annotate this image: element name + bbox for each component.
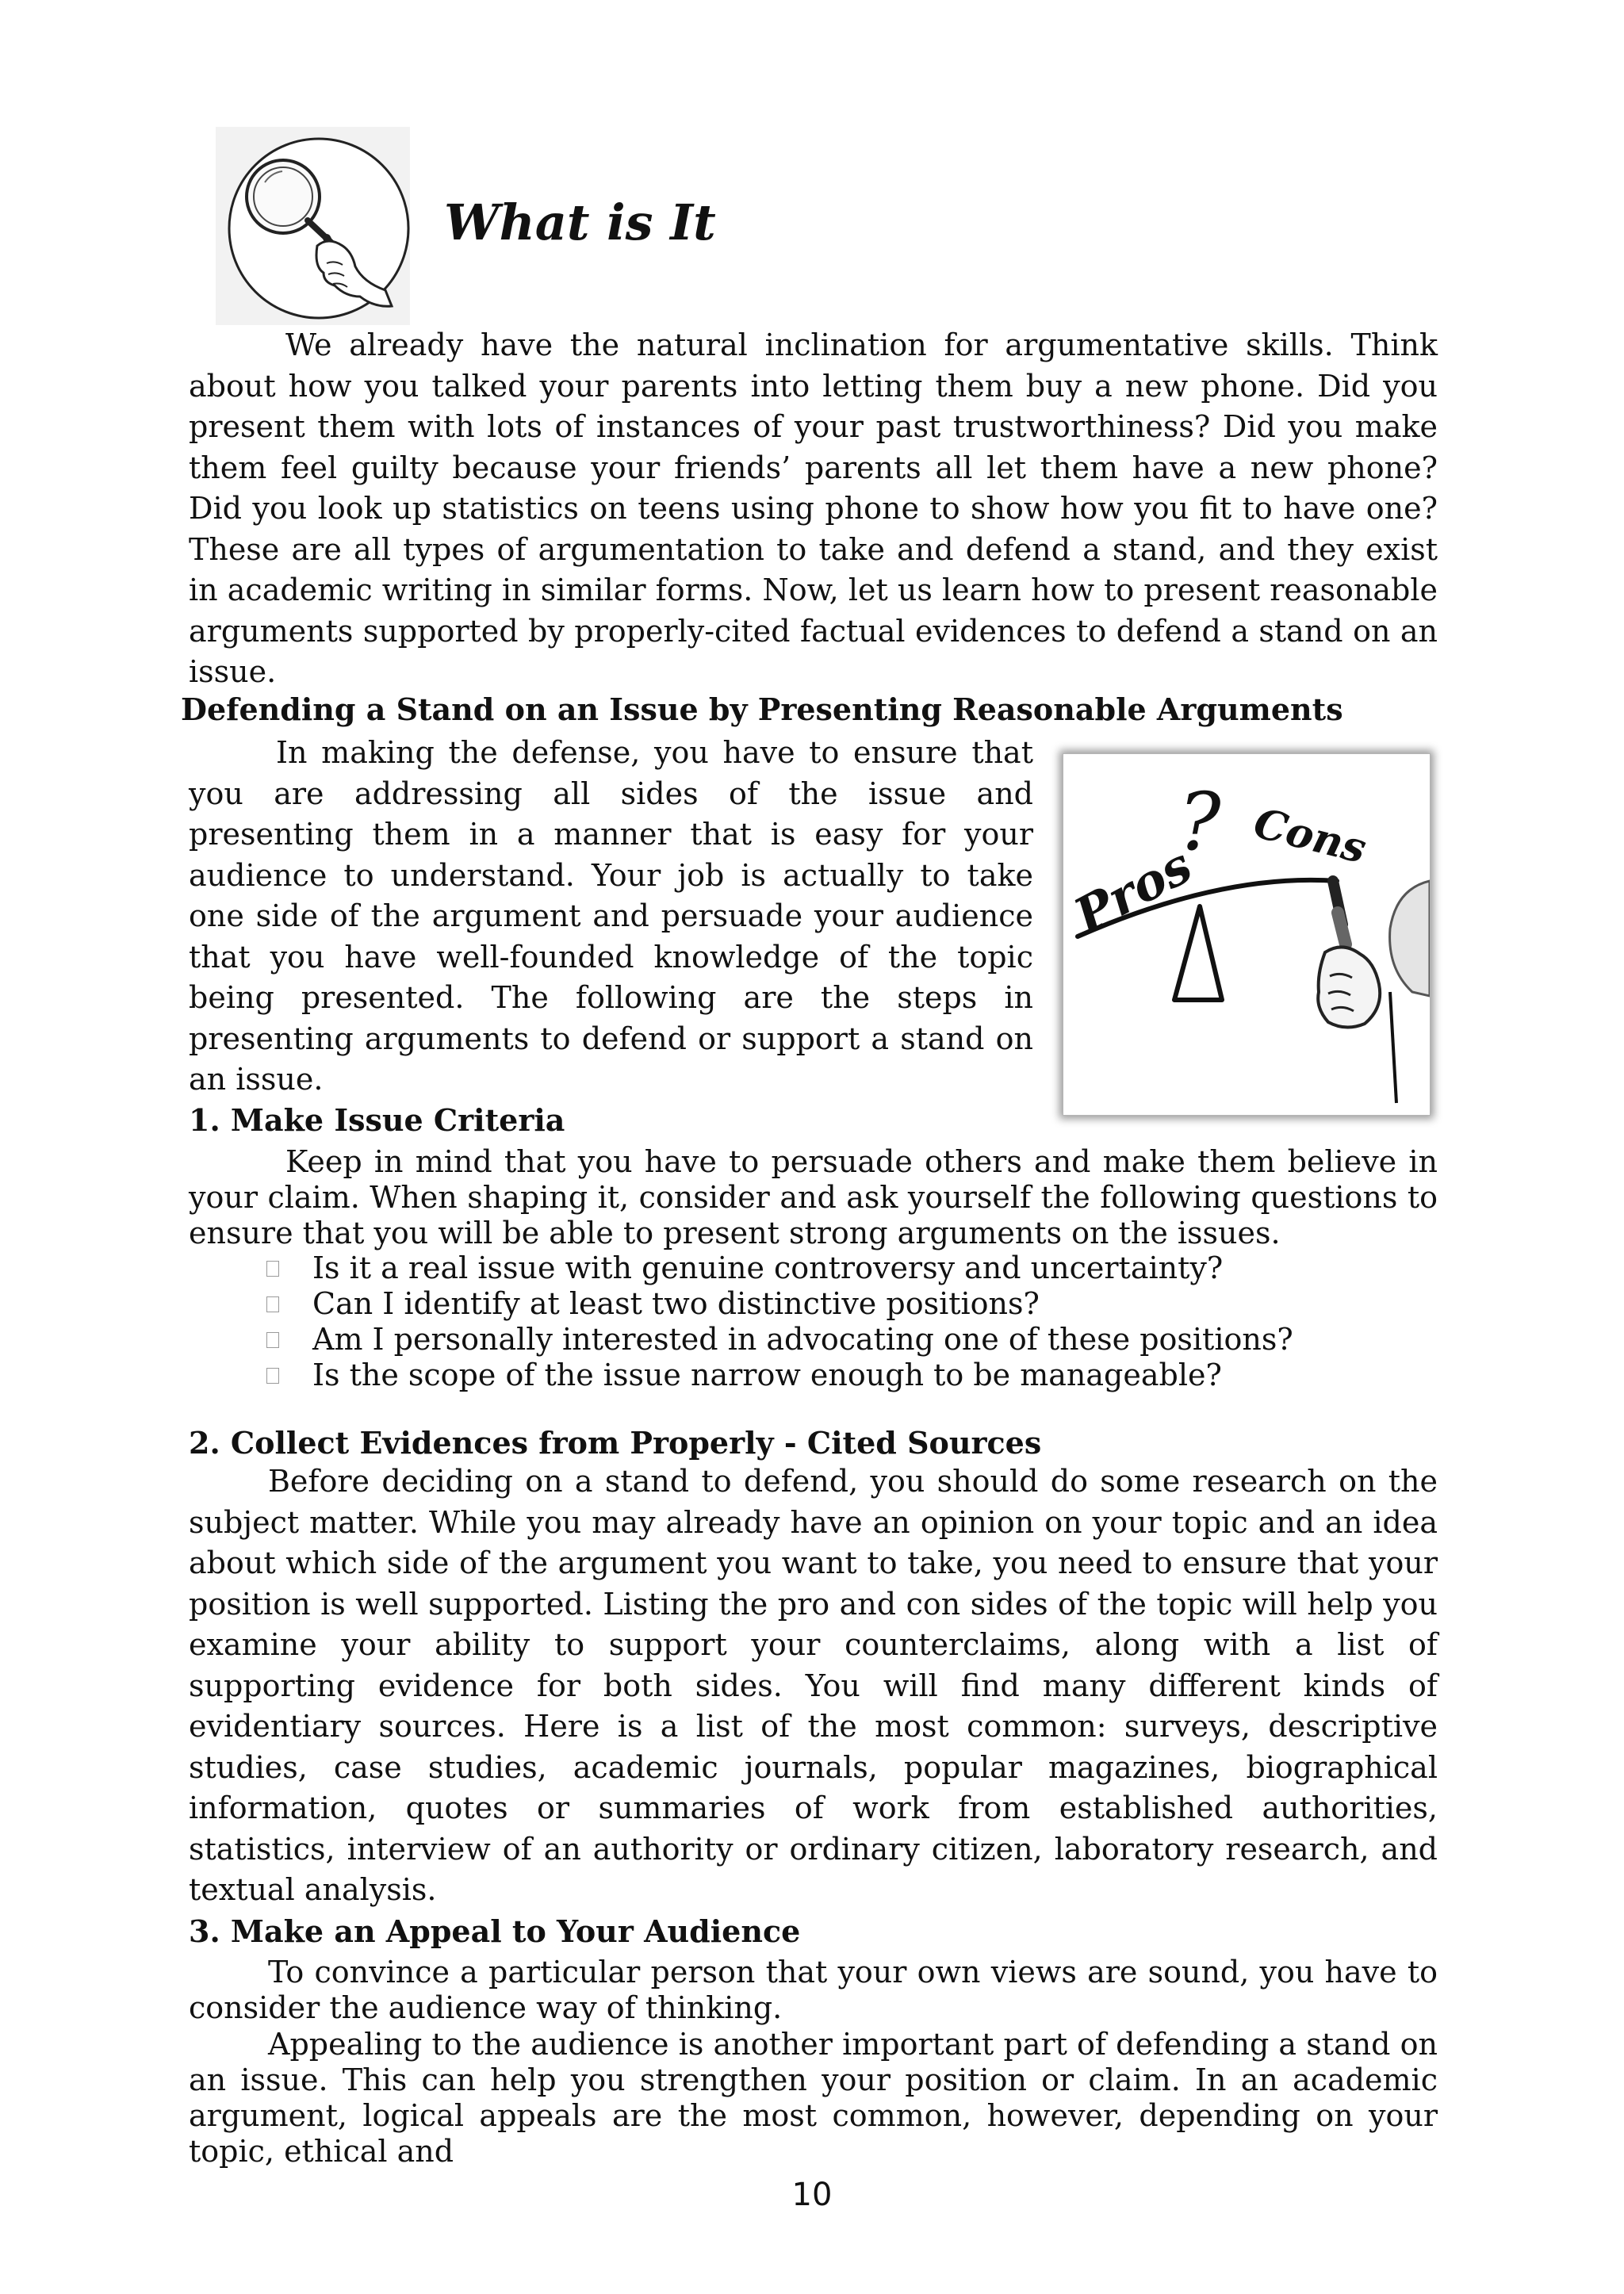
question-mark-label: ? bbox=[1178, 776, 1221, 868]
question-text: Is it a real issue with genuine controversy and uncertainty? bbox=[312, 1250, 1224, 1285]
checkbox-icon bbox=[266, 1296, 279, 1312]
step3-paragraph-1: To convince a particular person that your own views are sound, you have to consider the audience way of thinking. bbox=[189, 1955, 1438, 2025]
step2-paragraph: Before deciding on a stand to defend, you should do some research on the subject matter. While you may already have an opinion on your topic and an idea about which side of the argument you want to take, you need to ensure that your position is well supported. Listing the pro and con sides of the topic will help you examine your ability to support your counterclaims, along with a list of supporting evidence for both sides. You will find many different kinds of evidentiary sources. Here is a list of the most common: surveys, descriptive studies, case studies, academic journals, popular magazines, biographical information, quotes or summaries of work from established authorities, statistics, interview of an authority or ordinary citizen, laboratory research, and textual analysis. bbox=[189, 1464, 1438, 1907]
question-text: Can I identify at least two distinctive positions? bbox=[312, 1286, 1040, 1321]
step3-heading: 3. Make an Appeal to Your Audience bbox=[189, 1913, 801, 1949]
checkbox-icon bbox=[266, 1261, 279, 1277]
step2-heading: 2. Collect Evidences from Properly - Cited Sources bbox=[189, 1425, 1042, 1461]
list-item bbox=[266, 1358, 1293, 1393]
checkbox-icon bbox=[266, 1332, 279, 1348]
intro-paragraph: We already have the natural inclination for argumentative skills. Think about how you talked your parents into letting them buy a new phone. Did you present them with lots of instances of your past trustworthiness? Did you make them feel guilty because your friends’ parents all let them have a new phone? Did you look up statistics on teens using phone to show how you fit to have one? These are all types of argumentation to take and defend a stand, and they exist in academic writing in similar forms. Now, let us learn how to present reasonable arguments supported by properly-cited factual evidences to defend a stand on an issue. bbox=[189, 327, 1438, 689]
step1-heading: 1. Make Issue Criteria bbox=[189, 1102, 565, 1138]
magnifying-glass-icon bbox=[216, 127, 410, 325]
list-item bbox=[266, 1322, 1293, 1358]
page-number: 10 bbox=[791, 2177, 833, 2213]
list-item bbox=[266, 1250, 1293, 1286]
criteria-question-list bbox=[266, 1250, 1293, 1393]
defending-paragraph: In making the defense, you have to ensure that you are addressing all sides of the issue and presenting them in a manner that is easy for your audience to understand. Your job is actually to take one side of the argument and persuade your audience that you have well-founded knowledge of the topic being presented. The following are the steps in presenting arguments to defend or support a stand on an issue. bbox=[189, 735, 1033, 1097]
defending-heading: Defending a Stand on an Issue by Presenting Reasonable Arguments bbox=[181, 691, 1343, 727]
step1-paragraph: Keep in mind that you have to persuade others and make them believe in your claim. When shaping it, consider and ask yourself the following questions to ensure that you will be able to present strong arguments on the issues. bbox=[189, 1144, 1438, 1250]
pros-label: Pros bbox=[1065, 836, 1201, 945]
checkbox-icon bbox=[266, 1368, 279, 1384]
question-text: Is the scope of the issue narrow enough to be manageable? bbox=[312, 1358, 1222, 1392]
question-text: Am I personally interested in advocating one of these positions? bbox=[312, 1322, 1293, 1357]
cons-label: Cons bbox=[1249, 798, 1371, 874]
section-title: What is It bbox=[444, 193, 716, 251]
step3-paragraph-2: Appealing to the audience is another important part of defending a stand on an issue. This can help you strengthen your position or claim. In an academic argument, logical appeals are the most common, however, depending on your topic, ethical and bbox=[189, 2027, 1438, 2169]
pros-cons-illustration bbox=[1063, 753, 1431, 1116]
list-item bbox=[266, 1286, 1293, 1322]
